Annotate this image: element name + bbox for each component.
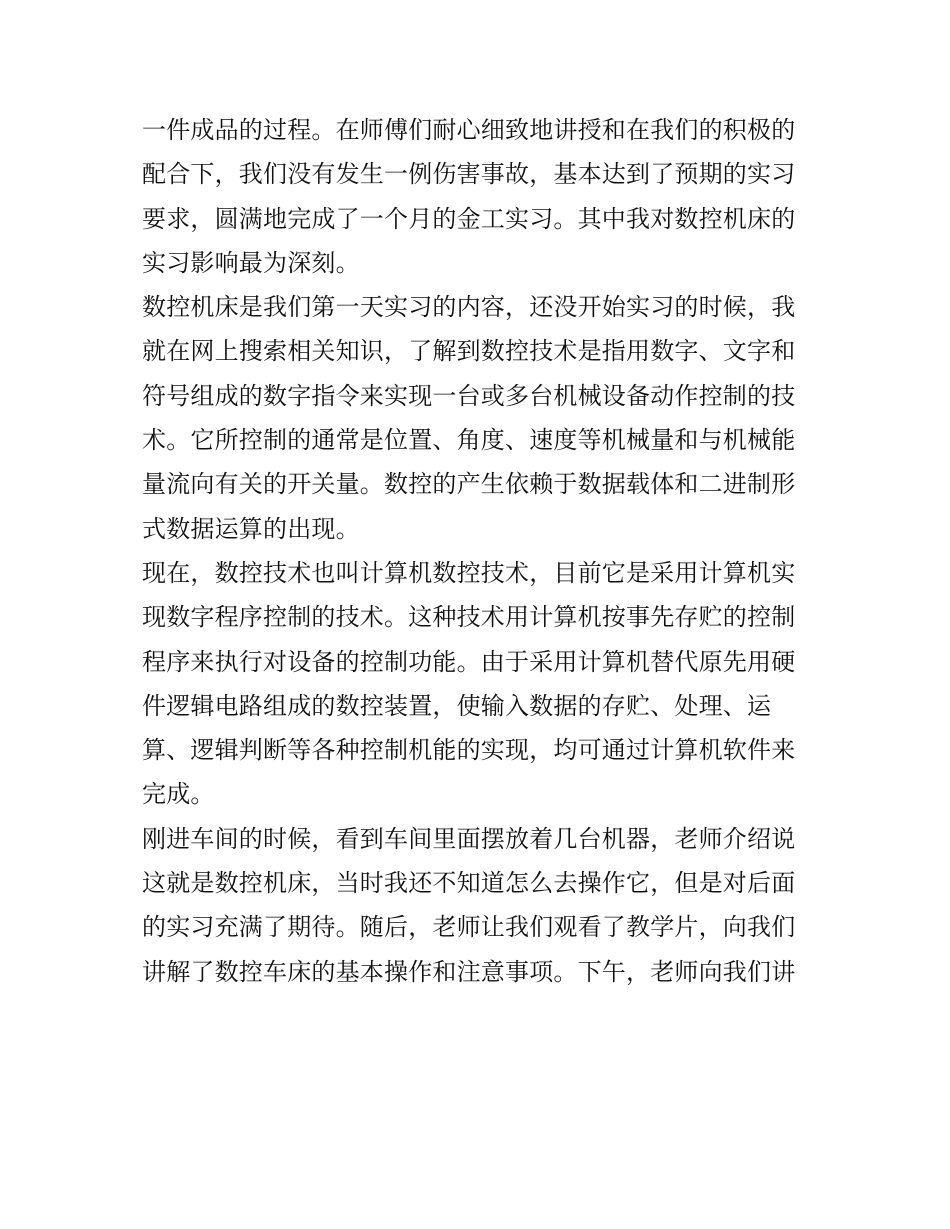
- text-line: 程序来执行对设备的控制功能。由于采用计算机替代原先用硬: [142, 647, 796, 676]
- text-line: 就在网上搜索相关知识，了解到数控技术是指用数字、文字和: [142, 337, 796, 366]
- text-line: 量流向有关的开关量。数控的产生依赖于数据载体和二进制形: [142, 470, 796, 499]
- text-line: 刚进车间的时候，看到车间里面摆放着几台机器，老师介绍说: [142, 824, 796, 853]
- document-body: [142, 108, 814, 994]
- text-line: 这就是数控机床，当时我还不知道怎么去操作它，但是对后面: [142, 869, 796, 898]
- text-line: 实习影响最为深刻。: [142, 248, 360, 277]
- text-line: 的实习充满了期待。随后，老师让我们观看了教学片，向我们: [142, 913, 796, 942]
- text-line: 要求，圆满地完成了一个月的金工实习。其中我对数控机床的: [142, 204, 796, 233]
- text-line: 术。它所控制的通常是位置、角度、速度等机械量和与机械能: [142, 426, 796, 455]
- text-line: 讲解了数控车床的基本操作和注意事项。下午，老师向我们讲: [142, 957, 796, 986]
- text-line: 配合下，我们没有发生一例伤害事故，基本达到了预期的实习: [142, 160, 796, 189]
- text-line: 现在，数控技术也叫计算机数控技术，目前它是采用计算机实: [142, 558, 796, 587]
- text-line: 符号组成的数字指令来实现一台或多台机械设备动作控制的技: [142, 381, 796, 410]
- text-line: 现数字程序控制的技术。这种技术用计算机按事先存贮的控制: [142, 603, 796, 632]
- text-line: 数控机床是我们第一天实习的内容，还没开始实习的时候，我: [142, 293, 796, 322]
- text-line: 式数据运算的出现。: [142, 514, 360, 543]
- text-line: 完成。: [142, 780, 215, 809]
- text-line: 算、逻辑判断等各种控制机能的实现，均可通过计算机软件来: [142, 736, 796, 765]
- text-line: 一件成品的过程。在师傅们耐心细致地讲授和在我们的积极的: [142, 116, 796, 144]
- text-line: 件逻辑电路组成的数控装置，使输入数据的存贮、处理、运: [142, 691, 772, 720]
